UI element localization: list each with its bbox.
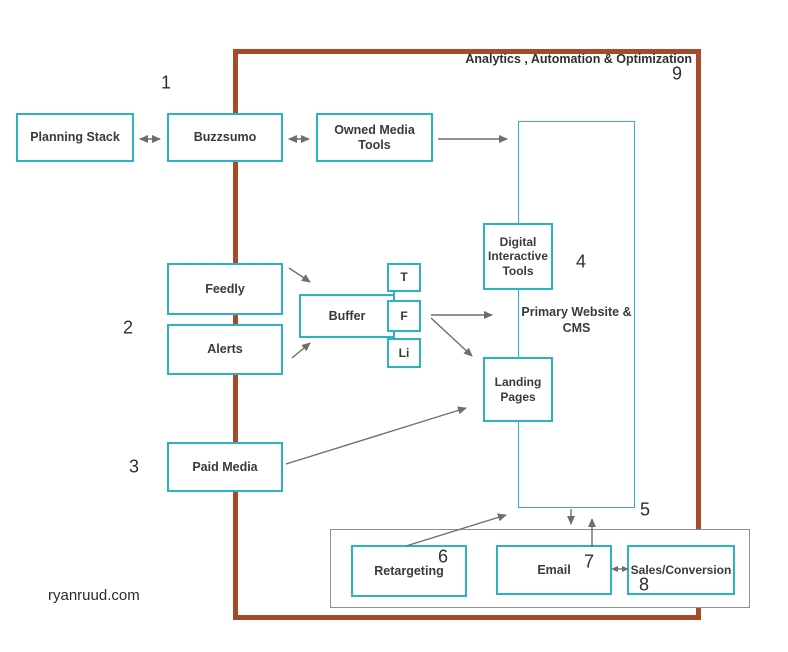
step-number-2: 2 [122, 317, 134, 338]
buzzsumo-label: Buzzsumo [193, 130, 257, 144]
email-box [496, 545, 612, 595]
paid-media-box [167, 442, 283, 492]
alerts-box [167, 324, 283, 375]
planning-stack-label: Planning Stack [30, 130, 120, 144]
linkedin-channel-label: Li [398, 345, 410, 360]
step-number-3: 3 [128, 456, 140, 477]
landing-pages-label: Landing Pages [494, 375, 542, 404]
buzzsumo-box [167, 113, 283, 162]
step-number-7: 7 [583, 551, 595, 572]
retargeting-box [351, 545, 467, 597]
step-number-4: 4 [575, 251, 587, 272]
facebook-channel-label: F [400, 308, 408, 323]
landing-pages-box [483, 357, 553, 422]
sales-conversion-label: Sales/Conversion [630, 562, 732, 577]
step-number-6: 6 [437, 546, 449, 567]
owned-media-tools-label: Owned Media Tools [334, 122, 415, 152]
paid-media-label: Paid Media [192, 459, 258, 474]
step-number-8: 8 [638, 574, 650, 595]
feedly-box [167, 263, 283, 315]
linkedin-channel-box [387, 338, 421, 368]
step-number-5: 5 [639, 499, 651, 520]
step-number-1: 1 [160, 72, 172, 93]
planning-stack-box [16, 113, 134, 162]
facebook-channel-box [387, 300, 421, 332]
retargeting-label: Retargeting [374, 563, 444, 578]
digital-interactive-tools-box [483, 223, 553, 290]
buffer-box [299, 294, 395, 338]
analytics-frame-title: Analytics , Automation & Optimization [465, 52, 692, 66]
alerts-label: Alerts [207, 342, 243, 356]
primary-website-cms-label: Primary Website & CMS [521, 305, 632, 335]
twitter-channel-box [387, 263, 421, 292]
buffer-label: Buffer [328, 308, 366, 323]
digital-interactive-tools-label: Digital Interactive Tools [487, 234, 549, 278]
twitter-channel-label: T [400, 270, 408, 285]
owned-media-tools-box [316, 113, 433, 162]
step-number-9: 9 [671, 63, 683, 84]
watermark-text: ryanruud.com [48, 587, 140, 604]
email-label: Email [537, 562, 571, 577]
feedly-label: Feedly [205, 281, 245, 296]
